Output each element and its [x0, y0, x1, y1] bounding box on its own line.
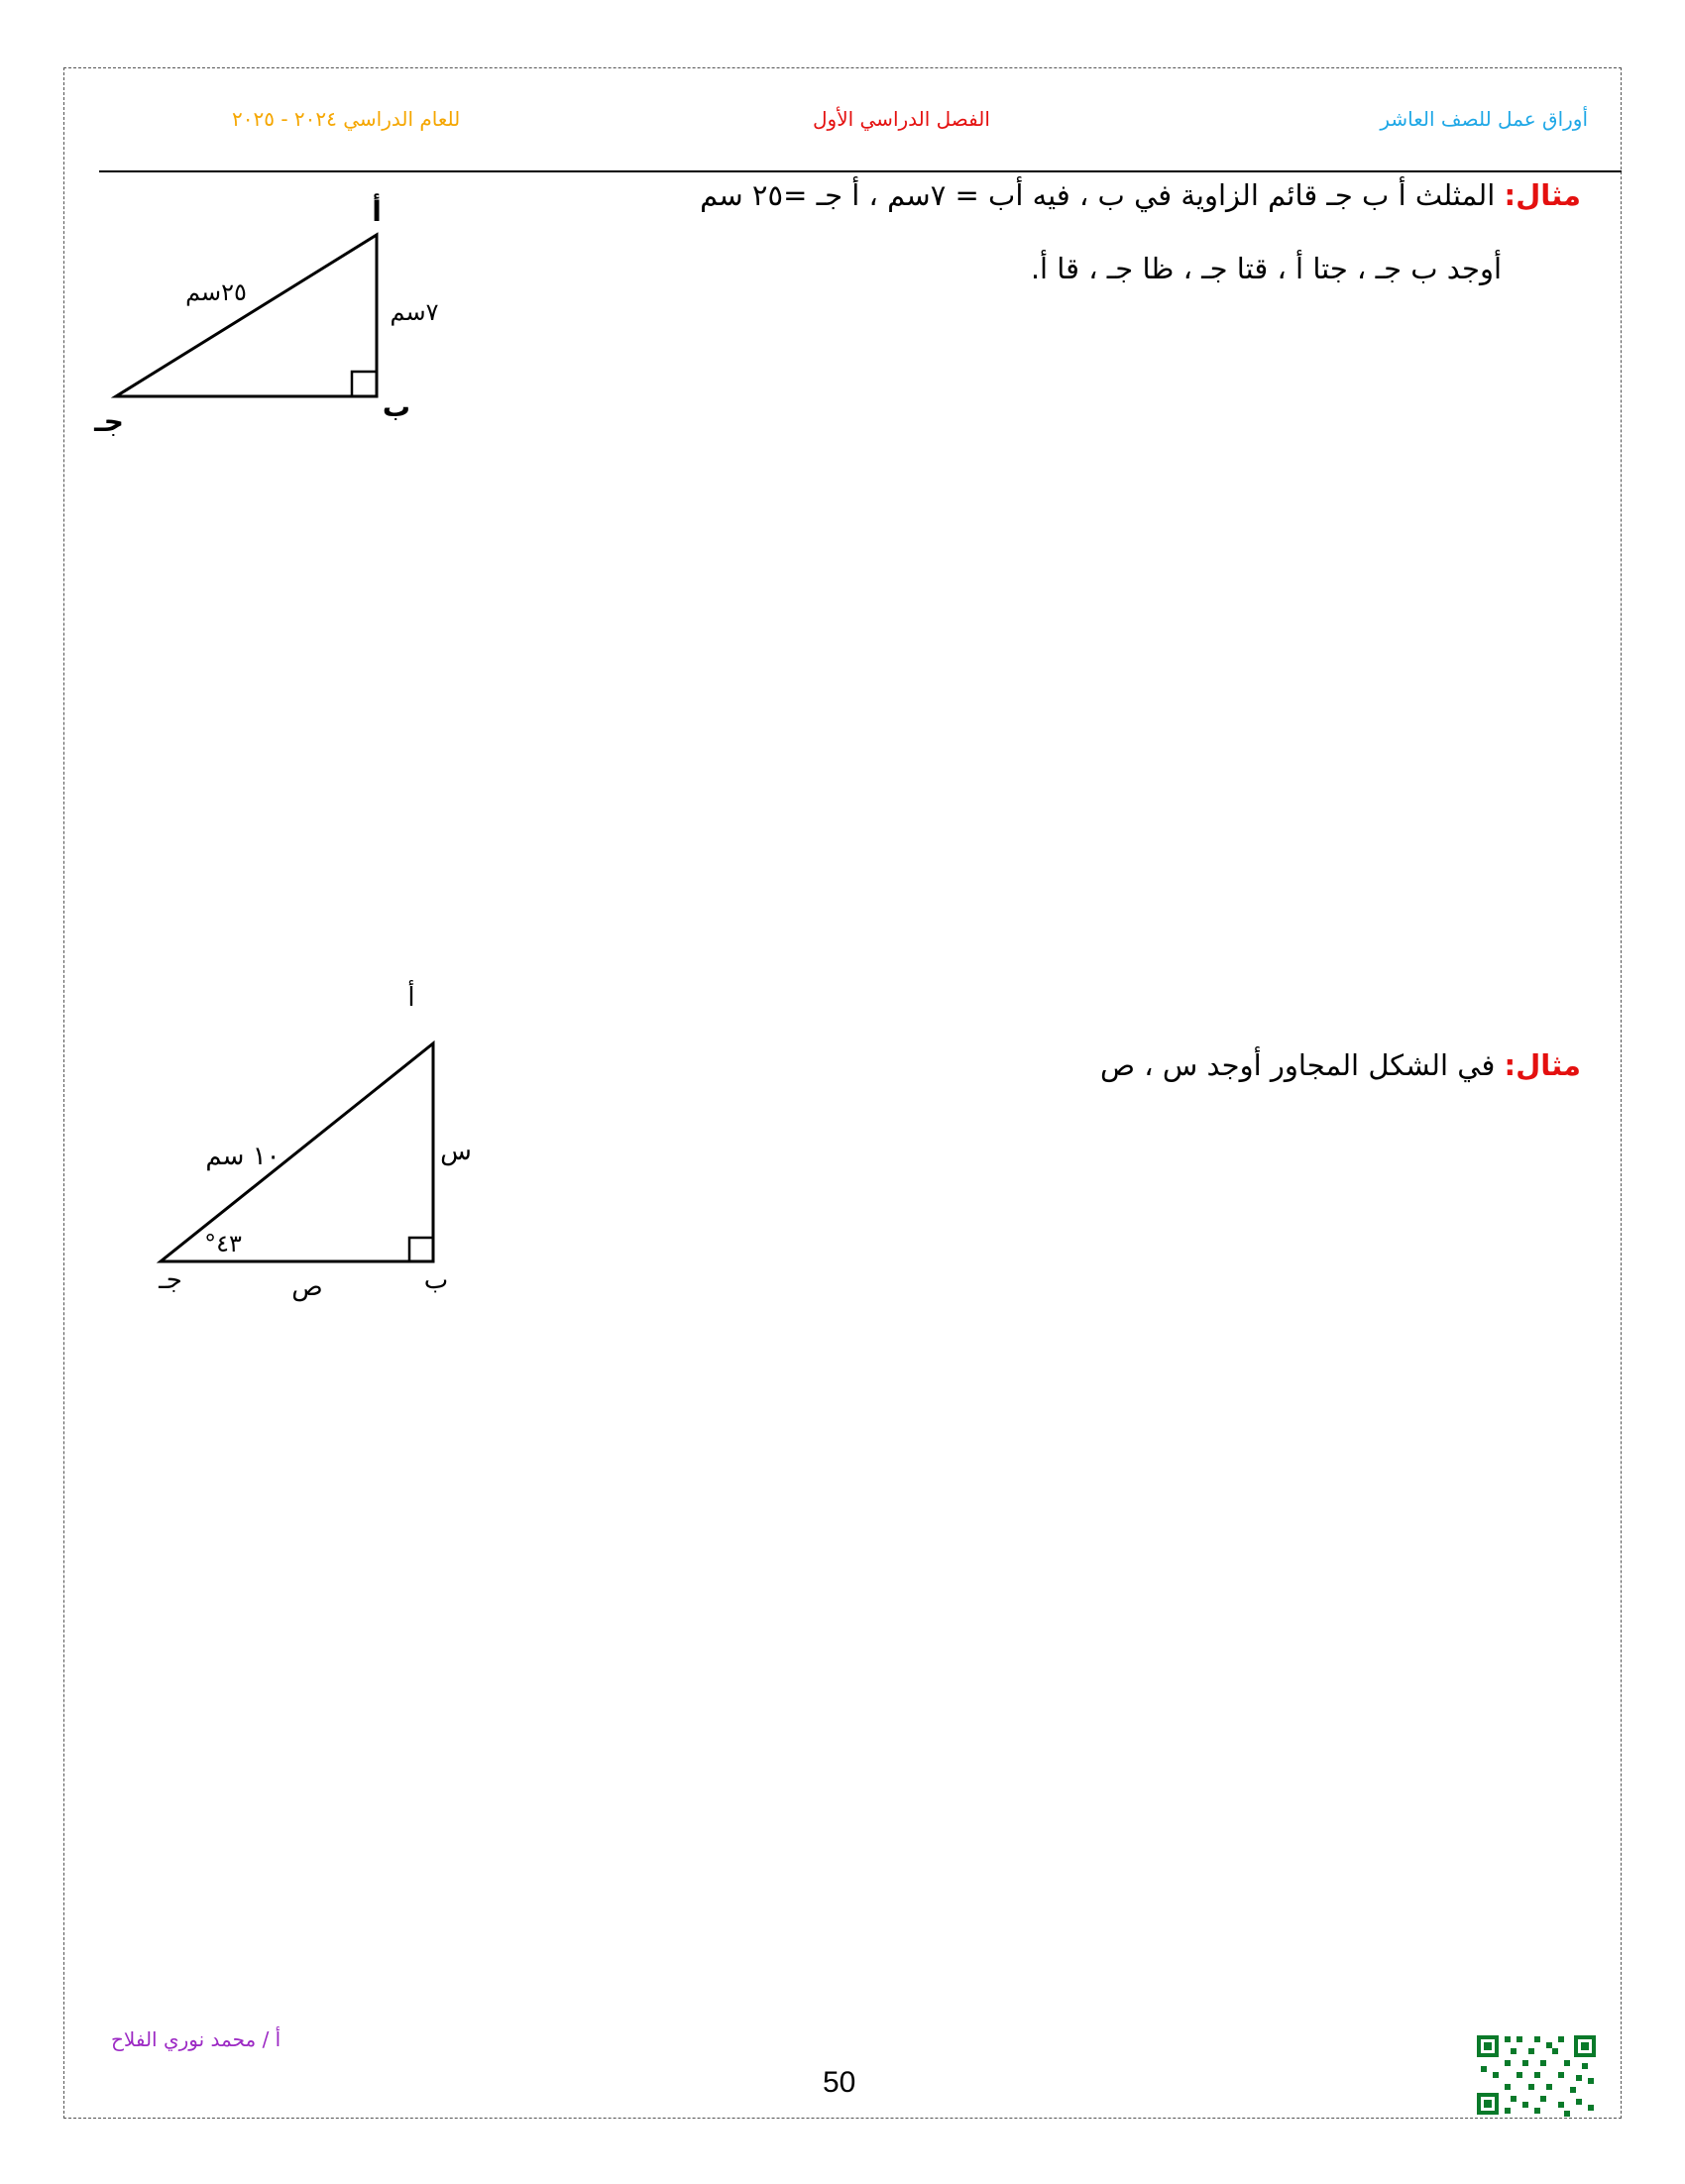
side-bc-unknown: ص	[291, 1272, 323, 1302]
side-ab-length: ٧سم	[390, 298, 439, 326]
right-angle-marker	[352, 372, 377, 396]
side-ac-length: ٢٥سم	[185, 278, 247, 306]
example2-statement: في الشكل المجاور أوجد س ، ص	[1099, 1048, 1496, 1082]
example1-label: مثال:	[1504, 178, 1581, 212]
header-semester: الفصل الدراسي الأول	[813, 107, 990, 131]
header-academic-year: للعام الدراسي ٢٠٢٤ - ٢٠٢٥	[232, 107, 461, 131]
side-ab-unknown: س	[440, 1137, 472, 1166]
right-angle-marker	[409, 1238, 433, 1261]
vertex-a-label: أ	[407, 983, 415, 1013]
example2-label: مثال:	[1504, 1048, 1581, 1082]
hypotenuse-length: ١٠ سم	[205, 1142, 281, 1171]
example2-triangle-figure	[139, 976, 496, 1303]
qr-code-icon	[1475, 2033, 1598, 2117]
vertex-b-label: ب	[423, 1265, 449, 1295]
author-credit: أ / محمد نوري الفلاح	[111, 2027, 281, 2051]
page-number: 50	[823, 2066, 856, 2099]
example1-task: أوجد ب جـ ، جتا أ ، قتا جـ ، ظا جـ ، قا أ.	[1030, 252, 1502, 285]
example2-statement-line	[1100, 1048, 1581, 1082]
example1-statement-line	[700, 178, 1581, 212]
vertex-c-label: جـ	[159, 1265, 182, 1295]
vertex-b-label: ب	[382, 390, 411, 423]
triangle-abc	[116, 235, 377, 396]
example1-statement: المثلث أ ب جـ قائم الزاوية في ب ، فيه أب = ٧سم ، أ جـ =٢٥ سم	[700, 178, 1496, 212]
vertex-c-label: جـ	[94, 405, 124, 438]
header-worksheet-title: أوراق عمل للصف العاشر	[1380, 107, 1588, 131]
header-divider	[99, 170, 1622, 172]
vertex-a-label: أ	[372, 195, 382, 228]
angle-c-measure: ٤٣°	[204, 1230, 242, 1257]
example1-triangle-figure	[89, 193, 486, 451]
triangle-abc	[161, 1043, 433, 1261]
